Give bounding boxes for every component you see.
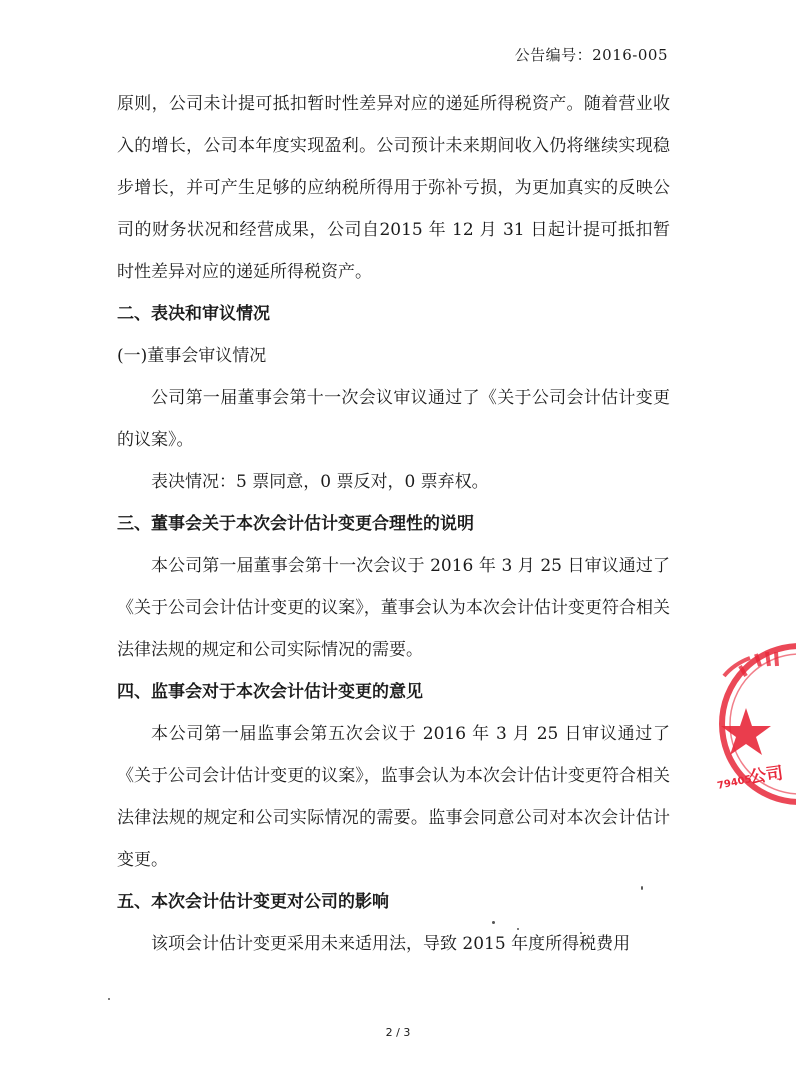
section-heading-impact: 五、本次会计估计变更对公司的影响 [117,892,389,912]
svg-text:79405: 79405 [716,773,753,792]
scan-speck [108,998,110,1000]
scan-speck [580,932,582,934]
scan-speck [641,886,643,890]
seal-icon [712,636,796,812]
section-heading-voting: 二、表决和审议情况 [117,304,270,324]
paragraph-board-explanation: 本公司第一届董事会第十一次会议于 2016 年 3 月 25 日审议通过了《关于公司会计估计变更的议案》，董事会认为本次会计估计变更符合相关法律法规的规定和公司实际情况的需要。 [117,556,670,660]
subheading-board-review: (一)董事会审议情况 [117,346,267,366]
section-heading-board-explanation: 三、董事会关于本次会计估计变更合理性的说明 [117,514,474,534]
announcement-code: 公告编号：2016-005 [514,46,668,64]
scan-speck [517,928,519,930]
document-body [117,83,670,965]
paragraph-impact: 该项会计估计变更采用未来适用法，导致 2015 年度所得税费用 [151,934,631,954]
company-seal-stamp [712,636,796,812]
scan-speck [492,921,495,924]
paragraph-vote-result: 表决情况：5 票同意，0 票反对，0 票弃权。 [151,472,489,492]
section-heading-supervisory-opinion: 四、监事会对于本次会计估计变更的意见 [117,682,423,702]
svg-text:公司: 公司 [747,763,785,788]
paragraph-board-approval: 公司第一届董事会第十一次会议审议通过了《关于公司会计估计变更的议案》。 [117,388,670,450]
paragraph-supervisory-opinion: 本公司第一届监事会第五次会议于 2016 年 3 月 25 日审议通过了《关于公司会计估计变更的议案》，监事会认为本次会计估计变更符合相关法律法规的规定和公司实际情况的需要。监事会同意公司对本次会计估计变更。 [117,724,670,870]
paragraph-continuation: 原则，公司未计提可抵扣暂时性差异对应的递延所得税资产。随着营业收入的增长，公司本年度实现盈利。公司预计未来期间收入仍将继续实现稳步增长，并可产生足够的应纳税所得用于弥补亏损，为更加真实的反映公司的财务状况和经营成果，公司自2015 年 12 月 31 日起计提可抵扣暂时性差异对应的递延所得税资产。 [117,94,670,282]
page-number: 2 / 3 [385,1026,411,1039]
